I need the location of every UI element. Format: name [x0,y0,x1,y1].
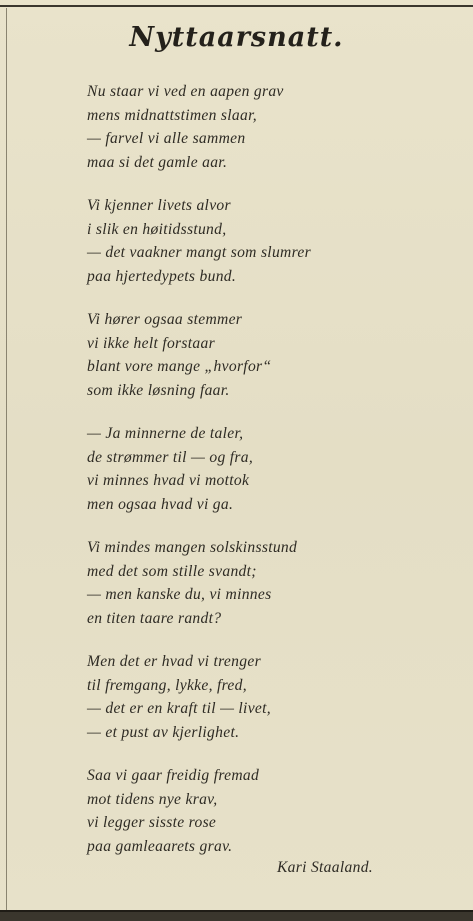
stanza-3 [87,308,457,402]
poem-line: men ogsaa hvad vi ga. [87,495,234,513]
poem-title: Nyttaarsnatt. [129,22,344,53]
poem-line: — et pust av kjerlighet. [87,723,240,741]
poem-line: paa gamleaarets grav. [87,837,233,855]
stanza-4 [87,422,457,516]
poem-line: — farvel vi alle sammen [87,130,246,147]
bottom-rule [0,910,473,921]
stanza-1 [87,80,457,174]
poem-line: maa si det gamle aar. [87,153,228,171]
poem-line: i slik en høitidsstund, [87,220,227,238]
poem-line: de strømmer til — og fra, [87,448,254,466]
poem-body [87,80,457,878]
poem-line: mens midnattstimen slaar, [87,106,257,124]
poem-line: Saa vi gaar freidig fremad [87,767,260,784]
poem-line: vi minnes hvad vi mottok [87,472,250,489]
poem-line: Vi hører ogsaa stemmer [87,311,243,328]
stanza-5 [87,536,457,630]
poem-line: — men kanske du, vi minnes [87,586,272,603]
poem-line: Nu staar vi ved en aapen grav [87,83,284,100]
stanza-6 [87,650,457,744]
poem-line: — det er en kraft til — livet, [87,700,271,717]
poem-line: en titen taare randt? [87,609,222,627]
stanza-7 [87,764,457,858]
stanza-2 [87,194,457,288]
author-signature: Kari Staaland. [276,859,373,876]
poem-line: — Ja minnerne de taler, [87,425,244,442]
poem-line: blant vore mange „hvorfor“ [87,358,272,375]
poem-line: Vi mindes mangen solskinsstund [87,539,298,556]
poem-line: mot tidens nye krav, [87,790,218,808]
poem-line: — det vaakner mangt som slumrer [87,244,311,261]
poem-line: med det som stille svandt; [87,562,257,580]
poem-line: Men det er hvad vi trenger [87,653,261,670]
poem-line: Vi kjenner livets alvor [87,197,231,214]
poem-line: som ikke løsning faar. [87,381,230,399]
top-rule [0,5,473,7]
left-column-rule [6,8,7,911]
poem-line: vi legger sisste rose [87,814,217,831]
poem-line: paa hjertedypets bund. [87,267,237,285]
poem-line: vi ikke helt forstaar [87,334,215,352]
poem-line: til fremgang, lykke, fred, [87,676,247,694]
